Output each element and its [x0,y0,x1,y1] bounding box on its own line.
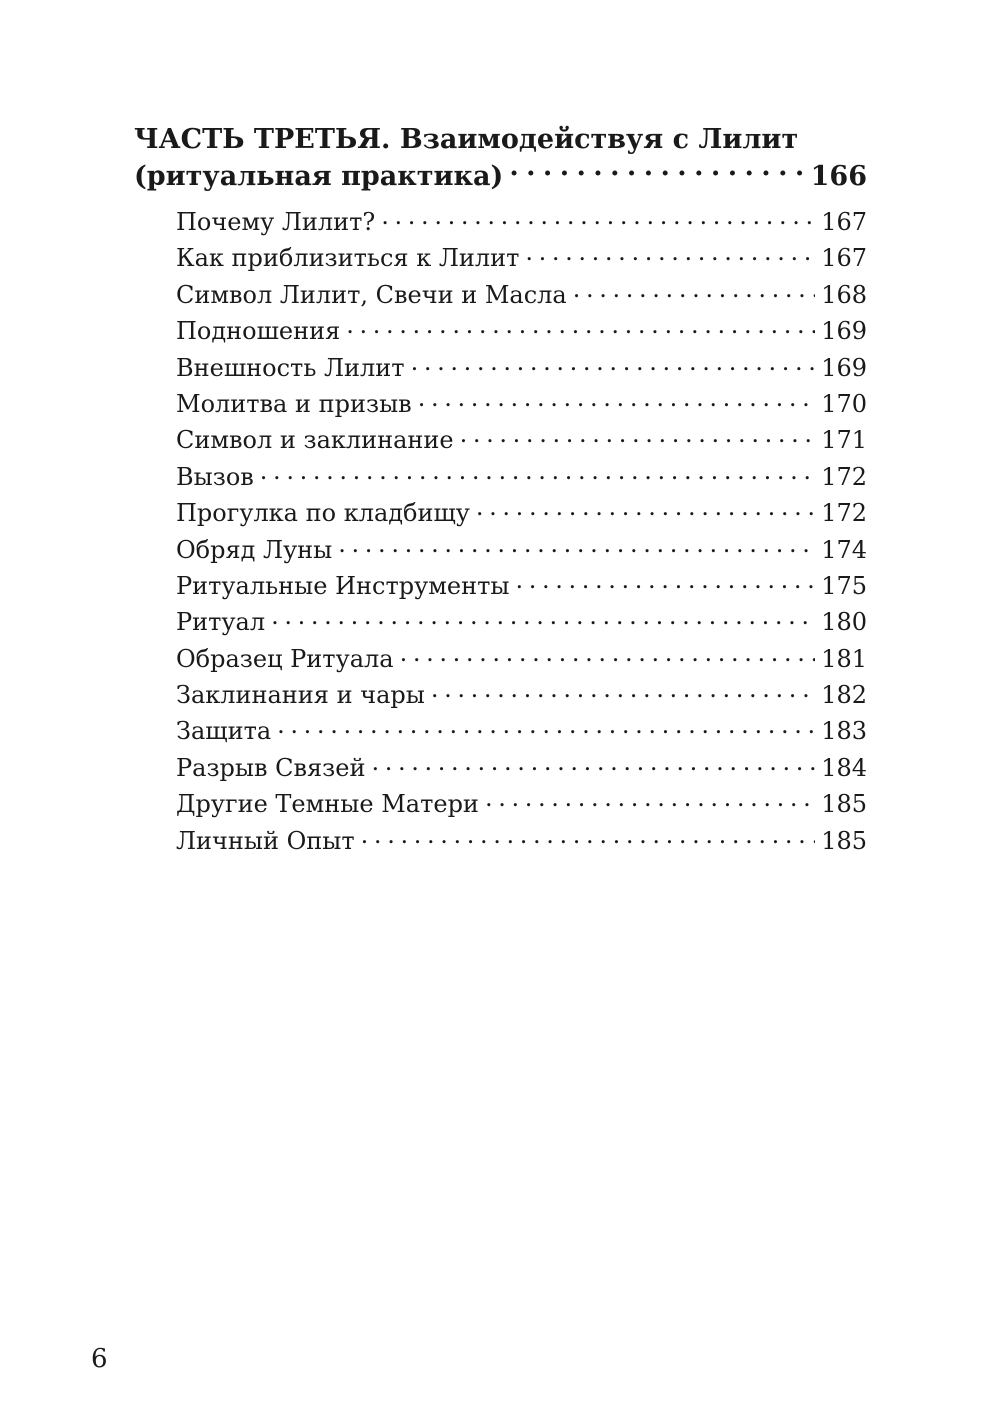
toc-entry-page: 167 [821,244,867,273]
toc-entries [176,206,867,861]
dot-leader [371,752,815,776]
dot-leader [400,643,816,667]
toc-entry [176,461,867,497]
toc-entry-page: 172 [821,462,867,491]
toc-entry-page: 167 [821,208,867,236]
toc-entry-page: 172 [821,499,867,528]
toc-entry [176,388,867,424]
toc-entry [176,424,867,460]
toc-entry-page: 171 [821,426,867,455]
toc-entry-title: Вызов [176,462,254,491]
toc-entry-title: Подношения [176,317,341,346]
toc-entry-page: 175 [821,571,867,600]
toc-entry [176,643,867,679]
toc-entry-title: Личный Опыт [176,826,355,855]
toc-entry-page: 184 [821,753,867,782]
toc-entry-title: Обряд Луны [176,535,333,564]
toc-entry [176,606,867,642]
part-page-number: 166 [810,161,867,192]
toc-entry-title: Символ и заклинание [176,426,454,455]
dot-leader [460,424,816,448]
dot-leader [271,606,815,630]
dot-leader [431,679,815,703]
page-number: 6 [91,1344,108,1374]
toc-entry-title: Внешность Лилит [176,353,405,382]
toc-entry-page: 169 [821,317,867,346]
toc-entry-title: Разрыв Связей [176,753,366,782]
toc-entry-title: Ритуал [176,608,266,637]
toc-entry-title: Другие Темные Матери [176,790,479,819]
toc-entry-title: Как приблизиться к Лилит [176,244,520,273]
dot-leader [485,788,815,812]
dot-leader [346,315,815,339]
toc-entry-page: 185 [821,790,867,819]
dot-leader [361,825,816,849]
part-title-line2: (ритуальная практика) [134,161,504,192]
toc-entry-title: Ритуальные Инструменты [176,571,510,600]
dot-leader [277,715,815,739]
toc-entry [176,788,867,824]
dot-leader [411,352,816,376]
toc-entry-title: Защита [176,717,272,746]
toc-entry [176,206,867,242]
toc-entry-title: Почему Лилит? [176,208,376,236]
toc-entry-page: 170 [821,389,867,418]
dot-leader [418,388,816,412]
toc-entry-title: Символ Лилит, Свечи и Масла [176,280,567,309]
toc-entry-page: 181 [821,644,867,673]
part-title-row [134,158,867,195]
part-title-line1: ЧАСТЬ ТРЕТЬЯ. Взаимодействуя с Лилит [134,124,799,155]
toc-entry-page: 182 [821,681,867,710]
toc-entry [176,715,867,751]
toc-entry-title: Образец Ритуала [176,644,394,673]
part-heading [134,122,867,195]
toc-entry [176,534,867,570]
toc-entry-page: 185 [821,826,867,855]
toc-entry-page: 180 [821,608,867,637]
dot-leader [515,570,815,594]
toc-entry-title: Молитва и призыв [176,389,412,418]
toc-entry [176,679,867,715]
toc-entry [176,570,867,606]
toc-entry-page: 183 [821,717,867,746]
toc-entry [176,825,867,861]
toc-entry [176,242,867,278]
toc-entry [176,279,867,315]
dot-leader [338,534,815,558]
toc-entry-title: Заклинания и чары [176,681,425,710]
dot-leader [260,461,815,485]
dot-leader [381,206,815,230]
dot-leader [573,279,815,303]
dot-leader [525,242,815,266]
toc-entry [176,315,867,351]
toc-entry [176,497,867,533]
dot-leader [476,497,815,521]
toc-entry-title: Прогулка по кладбищу [176,499,470,528]
dot-leader [509,158,804,185]
toc-entry [176,352,867,388]
toc-entry-page: 168 [821,280,867,309]
toc-entry-page: 169 [821,353,867,382]
toc-entry-page: 174 [821,535,867,564]
toc-entry [176,752,867,788]
